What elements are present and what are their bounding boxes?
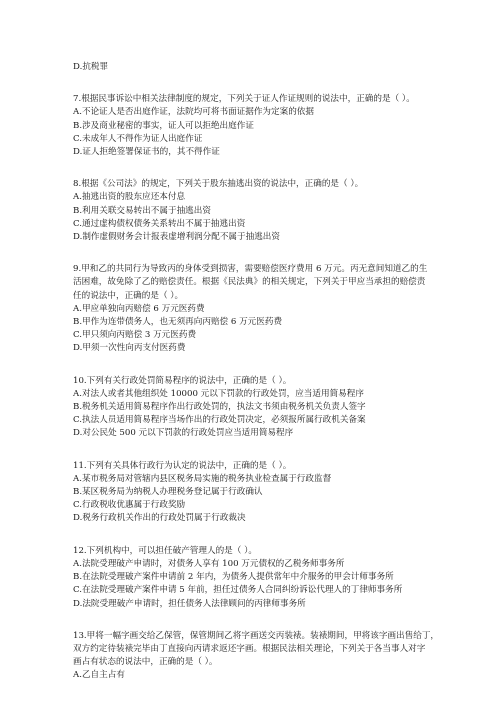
option-b: B.税务机关适用简易程序作出行政处罚的，执法文书须由税务机关负责人签字 (73, 402, 366, 413)
option-a: A.对法人或者其他组织处 10000 元以下罚款的行政处罚，应当适用简易程序 (73, 388, 364, 399)
question-9 (73, 263, 433, 355)
option-a: A.甲应单独向丙赔偿 6 万元医药费 (73, 303, 205, 314)
option-b: B.涉及商业秘密的事实，证人可以拒绝出庭作证 (73, 120, 254, 131)
option-c: C.通过虚构债权债务关系转出不属于抽逃出资 (73, 218, 246, 229)
option-d: D.证人拒绝签署保证书的，其不得作证 (73, 147, 220, 158)
question-stem: 10.下列有关行政处罚简易程序的说法中，正确的是（ ）。 (73, 375, 292, 386)
spacer (73, 526, 433, 545)
option-b: B.利用关联交易转出不属于抽逃出资 (73, 205, 211, 216)
spacer (73, 611, 433, 630)
option-text: D.抗税罪 (73, 62, 109, 72)
question-stem-line: 活困难，故免除了乙的赔偿责任。根据《民法典》的相关规定，下列关于甲应当承担的赔偿责 (73, 277, 426, 288)
option-b: B.在法院受理破产案件申请前 2 年内，为债务人提供常年中介服务的甲会计师事务所 (73, 572, 394, 583)
option-c: C.甲只须向丙赔偿 3 万元医药费 (73, 330, 197, 341)
option-d: D.税务行政机关作出的行政处罚属于行政裁决 (73, 513, 246, 524)
spacer (73, 356, 433, 375)
option-c: C.行政税收优惠属于行政奖励 (73, 500, 186, 511)
question-stem: 8.根据《公司法》的规定，下列关于股东抽逃出资的说法中，正确的是（ ）。 (73, 179, 364, 190)
question-12 (73, 545, 433, 611)
question-stem: 12.下列机构中，可以担任破产管理人的是（ ）。 (73, 545, 257, 556)
question-10 (73, 375, 433, 441)
spacer (73, 159, 433, 178)
spacer (73, 74, 433, 93)
option-a: A.不论证人是否出庭作证，法院均可将书面证据作为定案的依据 (73, 107, 314, 118)
spacer (73, 244, 433, 263)
question-11 (73, 460, 433, 526)
option-c: C.执法人员适用简易程序当场作出的行政处罚决定，必须报所属行政机关备案 (73, 415, 366, 426)
question-stem: 11.下列有关具体行政行为认定的说法中，正确的是（ ）。 (73, 460, 292, 471)
option-c: C.未成年人不得作为证人出庭作证 (73, 133, 203, 144)
question-stem-line: 任的说法中，正确的是（ ）。 (73, 290, 184, 301)
option-a: A.法院受理破产申请时，对债务人享有 100 万元债权的乙税务师事务所 (73, 558, 345, 569)
option-c: C.在法院受理破产案件申请 5 年前，担任过债务人合同纠纷诉讼代理人的丁律师事务所 (73, 585, 403, 596)
option-d: D.甲须一次性向丙支付医药费 (73, 343, 186, 354)
exam-page (73, 61, 440, 683)
option-b: B.某区税务局为纳税人办理税务登记属于行政确认 (73, 487, 263, 498)
option-d: D.对公民处 500 元以下罚款的行政处罚应当适用简易程序 (73, 428, 294, 439)
question-stem: 7.根据民事诉讼中相关法律制度的规定，下列关于证人作证规则的说法中，正确的是（ ）。 (73, 94, 415, 105)
spacer (73, 441, 433, 460)
question-8 (73, 178, 433, 244)
option-b: B.甲作为连带债务人，也无须再向丙赔偿 6 万元医药费 (73, 317, 283, 328)
question-stem-line: 双方约定待装裱完毕由丁直接向丙请求返还字画。根据民法相关理论，下列关于各当事人对字 (73, 643, 426, 654)
option-a: A.乙自主占有 (73, 670, 125, 681)
option-d: D.制作虚假财务会计报表虚增利润分配不属于抽逃出资 (73, 232, 280, 243)
question-stem-line: 13.甲将一幅字画交给乙保管，保管期间乙将字画送交丙装裱。装裱期间，甲将该字画出售给丁， (73, 630, 440, 641)
question-7 (73, 93, 433, 159)
option-a: A.抽逃出资的股东应还本付息 (73, 192, 186, 203)
question-13 (73, 630, 440, 683)
option-a: A.某市税务局对管辖内县区税务局实施的税务执业检查属于行政监督 (73, 473, 332, 484)
question-stem-line: 画占有状态的说法中，正确的是（ ）。 (73, 657, 218, 668)
option-d: D.法院受理破产申请时，担任债务人法律顾问的丙律师事务所 (73, 598, 306, 609)
question-stem-line: 9.甲和乙的共同行为导致丙的身体受到损害，需要赔偿医疗费用 6 万元。丙无意间知道乙的生 (73, 264, 428, 275)
